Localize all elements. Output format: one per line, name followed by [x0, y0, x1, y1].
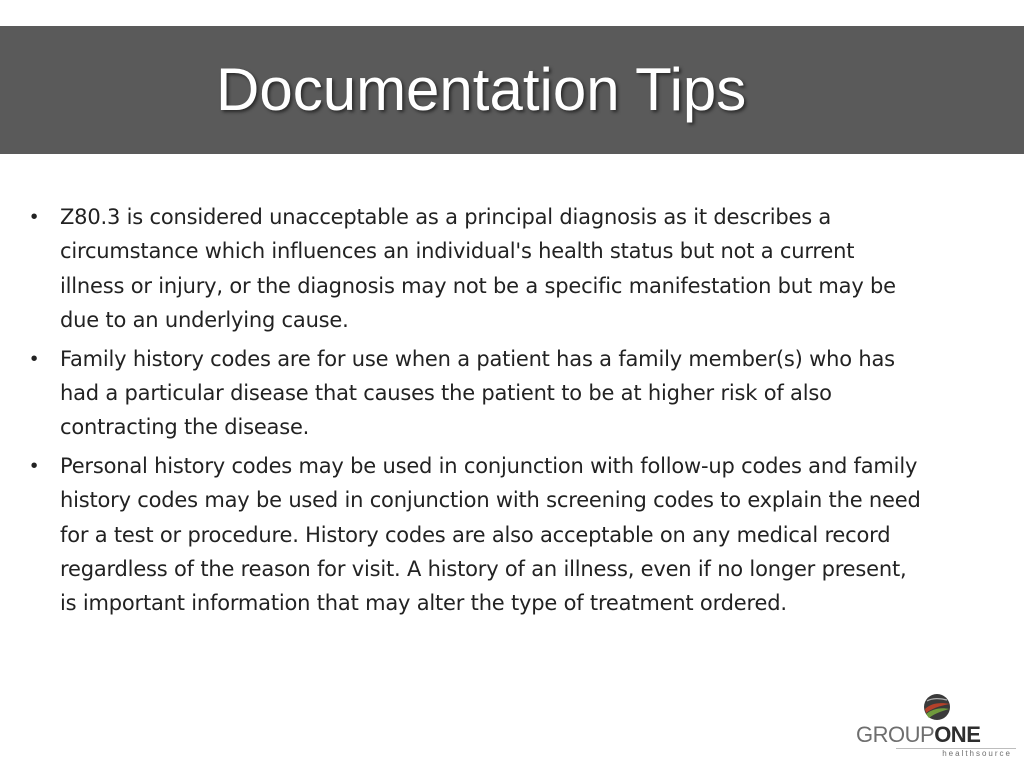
globe-swoosh-icon [922, 692, 952, 722]
logo-tagline: healthsource [896, 748, 1016, 758]
bullet-text: Family history codes are for use when a patient has a family member(s) who has had a particular disease that causes the patient to be at higher risk of also contracting the disease. [60, 346, 895, 440]
bullet-item [24, 200, 924, 338]
bullet-marker: • [30, 206, 38, 228]
bullet-item [24, 449, 924, 621]
bullet-item [24, 342, 924, 445]
bullet-list [24, 200, 924, 625]
bullet-text: Z80.3 is considered unacceptable as a principal diagnosis as it describes a circumstance which influences an individual's health status but not a current illness or injury, or the diagnosis may not be a specific manifestation but may be due to an underlying cause. [60, 205, 896, 333]
bullet-marker: • [30, 347, 38, 370]
logo-wordmark [856, 722, 1016, 748]
bullet-text: Personal history codes may be used in conjunction with follow-up codes and family history codes may be used in conjunction with screening codes to explain the need for a test or procedure. History codes are also acceptable on any medical record regardless of the reason for visit. A history of an illness, even if no longer present, is important information that may alter the type of treatment ordered. [60, 453, 921, 616]
logo-word-light: GROUP [856, 722, 935, 747]
groupone-logo [856, 692, 1016, 760]
logo-word-bold: ONE [934, 722, 981, 747]
slide-title: Documentation Tips [216, 56, 747, 123]
bullet-marker: • [30, 454, 38, 477]
